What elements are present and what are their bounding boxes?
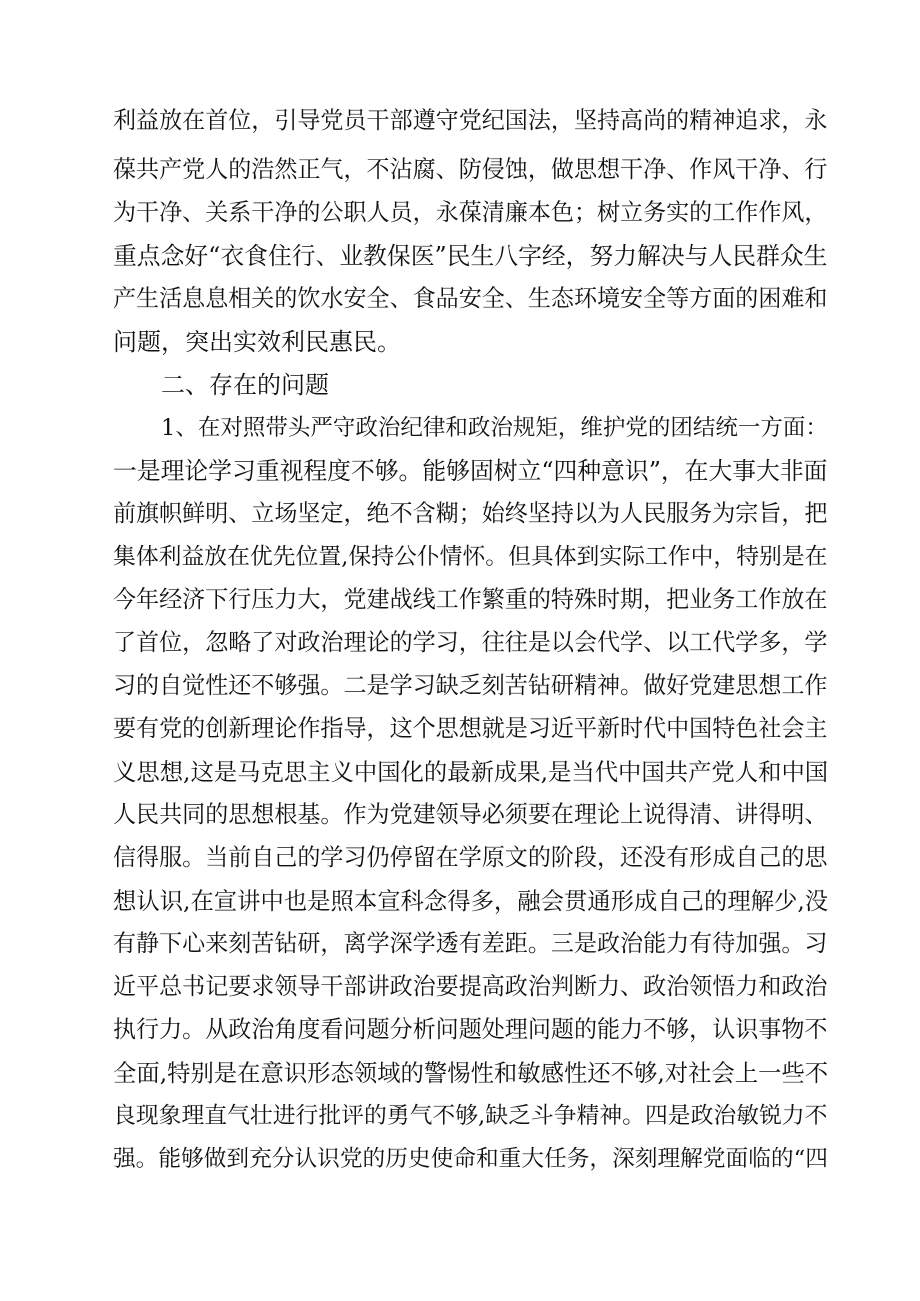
text-line-14: 习的自觉性还不够强。二是学习缺乏刻苦钻研精神。做好党建思想工作 xyxy=(113,673,828,699)
text-line-13: 了首位，忽略了对政治理论的学习，往往是以会代学、以工代学多，学 xyxy=(113,630,828,656)
text-line-2: 葆共产党人的浩然正气，不沾腐、防侵蚀，做思想干净、作风干净、行 xyxy=(113,157,828,183)
text-line-3: 为干净、关系干净的公职人员，永葆清廉本色；树立务实的工作作风， xyxy=(113,200,828,226)
text-line-16: 义思想,这是马克思主义中国化的最新成果,是当代中国共产党人和中国 xyxy=(113,758,829,786)
text-line-18: 信得服。当前自己的学习仍停留在学原文的阶段，还没有形成自己的思 xyxy=(113,845,828,871)
text-line-6: 问题，突出实效利民惠民。 xyxy=(113,328,401,356)
text-line-15: 要有党的创新理论作指导，这个思想就是习近平新时代中国特色社会主 xyxy=(113,716,828,742)
text-line-17: 人民共同的思想根基。作为党建领导必须要在理论上说得清、讲得明、 xyxy=(113,802,828,828)
text-line-21: 近平总书记要求领导干部讲政治要提高政治判断力、政治领悟力和政治 xyxy=(113,974,828,1000)
text-line-20: 有静下心来刻苦钻研，离学深学透有差距。三是政治能力有待加强。习 xyxy=(113,931,828,957)
text-line-12: 今年经济下行压力大，党建战线工作繁重的特殊时期，把业务工作放在 xyxy=(113,587,828,613)
text-line-9: 一是理论学习重视程度不够。能够固树立“四种意识”，在大事大非面 xyxy=(113,457,828,485)
text-line-19: 想认识,在宣讲中也是照本宣科念得多，融会贯通形成自己的理解少,没 xyxy=(113,887,829,915)
section-heading: 二、存在的问题 xyxy=(161,371,329,399)
text-line-23: 全面,特别是在意识形态领域的警惕性和敏感性还不够,对社会上一些不 xyxy=(113,1059,829,1087)
text-line-1: 利益放在首位，引导党员干部遵守党纪国法，坚持高尚的精神追求，永 xyxy=(113,108,828,134)
text-line-5: 产生活息息相关的饮水安全、食品安全、生态环境安全等方面的困难和 xyxy=(113,286,828,312)
text-line-22: 执行力。从政治角度看问题分析问题处理问题的能力不够，认识事物不 xyxy=(113,1017,828,1043)
text-line-8: 1、在对照带头严守政治纪律和政治规矩，维护党的团结统一方面： xyxy=(161,415,828,441)
text-line-25: 强。能够做到充分认识党的历史使命和重大任务，深刻理解党面临的“四 xyxy=(113,1146,828,1172)
text-line-10: 前旗帜鲜明、立场坚定，绝不含糊；始终坚持以为人民服务为宗旨，把 xyxy=(113,501,828,527)
text-line-24: 良现象理直气壮进行批评的勇气不够,缺乏斗争精神。四是政治敏锐力不 xyxy=(113,1103,828,1129)
text-line-11: 集体利益放在优先位置,保持公仆情怀。但具体到实际工作中，特别是在 xyxy=(113,544,828,570)
text-line-4: 重点念好“衣食住行、业教保医”民生八字经，努力解决与人民群众生 xyxy=(113,242,828,270)
